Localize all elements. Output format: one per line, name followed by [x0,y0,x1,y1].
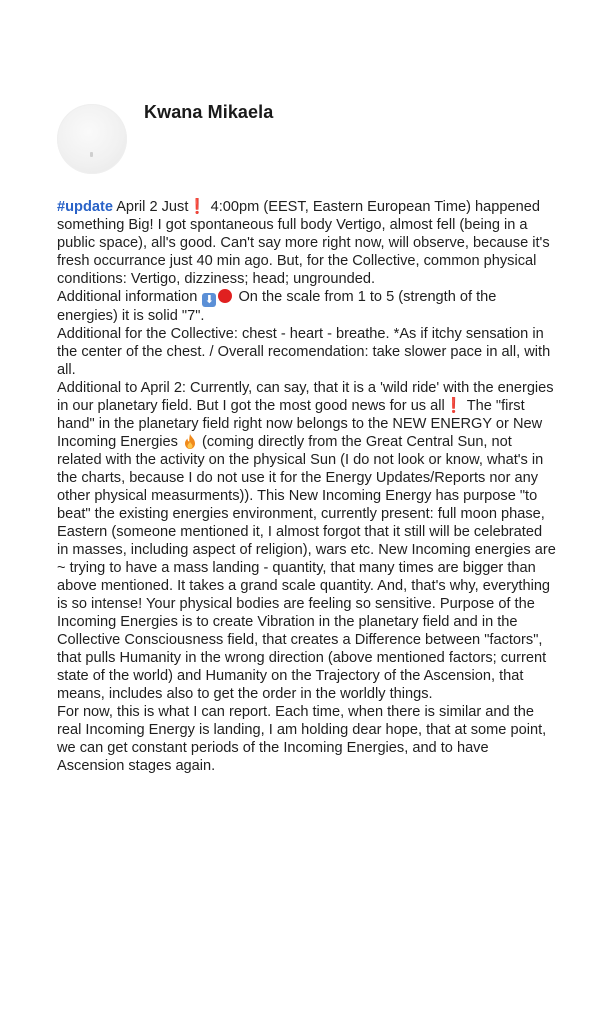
post-text: Additional information [57,289,198,305]
post-body [57,198,557,775]
red-exclamation-icon: ❗ [188,199,207,215]
author-name[interactable]: Kwana Mikaela [144,102,274,122]
down-arrow-icon: ⬇ [202,293,216,307]
fire-icon [184,434,196,449]
post-paragraph [57,379,557,703]
red-exclamation-icon: ❗ [444,398,463,414]
post-paragraph [57,288,557,325]
post-paragraph [57,198,557,288]
post-paragraph: For now, this is what I can report. Each time, when there is similar and the real Incoming Energy is landing, I am holding dear hope, that at some point, we can get constant periods of the Incoming Energies, and to have Ascension stages again. [57,704,547,774]
avatar[interactable] [57,104,127,174]
hashtag-link[interactable]: #update [57,199,113,215]
post-text: (coming directly from the Great Central Sun, not related with the activity on the physical Sun (I do not look or know, what's in the charts, because I do not use it for the Energy Updates/Reports nor any other physical measurments)). This New Incoming Energy has purpose "to beat" the existing energies environment, currently present: full moon phase, Eastern (someone mentioned it, I almost forgot that it still will be celebrated in masses, including aspect of religion), wars etc. New Incoming energies are ~ trying to have a mass landing - quantity, that many times are bigger than above mentioned. It takes a grand scale quantity. And, that's why, everything is so intense! Your physical bodies are feeling so sensitive. Purpose of the Incoming Energies is to create Vibration in the planetary field and in the Collective Consciousness field, that creates a Difference between "factors", that pulls Humanity in the wrong direction (above mentioned factors; current state of the world) and Humanity on the Trajectory of the Ascension, that means, includes also to get the order in the worldly things. [57,434,556,702]
avatar-mark [90,152,93,157]
post-text: 4:00pm (EEST, Eastern European Time) happened something Big! I got spontaneous full body Vertigo, almost fell (being in a public space), all's good. Can't say more right now, will observe, because it's fresh occurrance just 40 min ago. But, for the Collective, common physical conditions: Vertigo, dizziness; head; ungrounded. [57,199,550,287]
post-text: April 2 Just [112,199,189,215]
post-paragraph: Additional for the Collective: chest - heart - breathe. *As if itchy sensation in the center of the chest. / Overall recomendation: take slower pace in all, with all. [57,326,551,378]
red-circle-icon [218,289,232,303]
post-text: On the scale from 1 to 5 (strength of the energies) it is solid "7". [57,289,497,324]
post-text: Additional to April 2: Currently, can say, that it is a 'wild ride' with the energies in our planetary field. But I got the most good news for us all [57,380,554,414]
post-text: The "first hand" in the planetary field right now belongs to the NEW ENERGY or New Incoming Energies [57,398,543,450]
